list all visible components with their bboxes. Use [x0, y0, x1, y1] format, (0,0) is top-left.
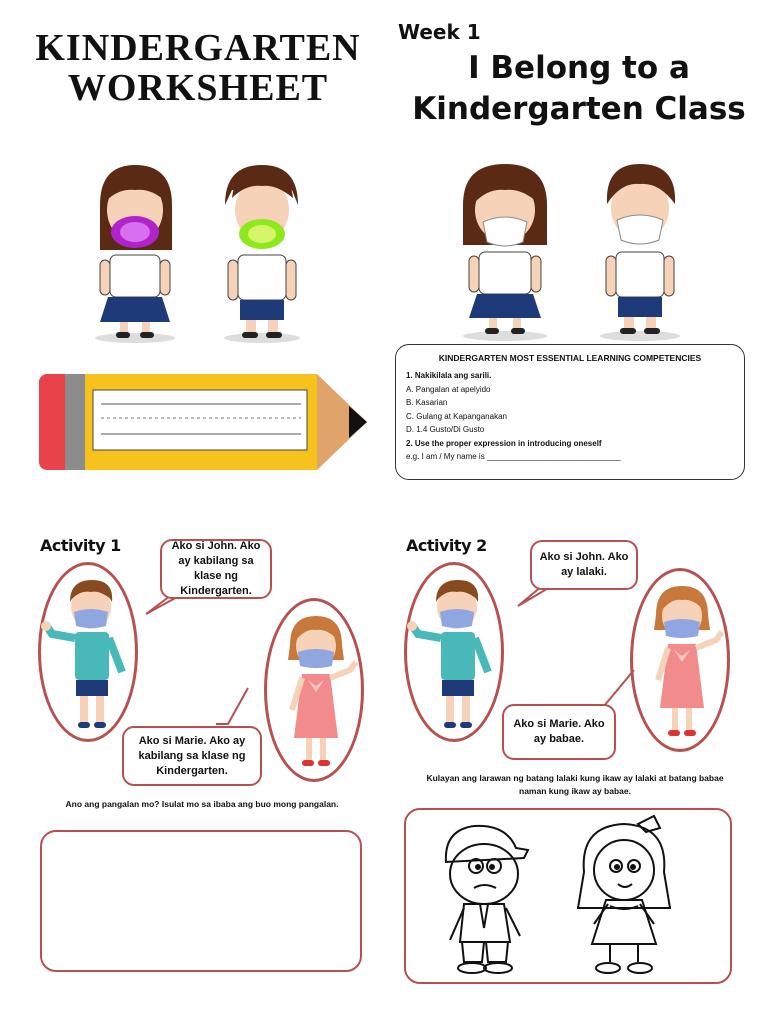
bubble-tail-icon: [214, 686, 264, 726]
lesson-title-line-1: I Belong to a: [468, 50, 690, 86]
coloring-outline-children-icon: [424, 812, 714, 980]
competency-item: D. 1.4 Gusto/Di Gusto: [406, 425, 485, 434]
title-line-1: KINDERGARTEN: [35, 27, 361, 69]
competency-item: C. Gulang at Kapanganakan: [406, 411, 507, 421]
competency-item: 1. Nakikilala ang sarili.: [406, 371, 492, 380]
boy-waving-icon: [406, 572, 502, 737]
boy-figure-icon: [600, 164, 680, 341]
girl-figure-icon: [95, 165, 175, 343]
children-illustration-left: [80, 160, 320, 345]
activity-2-instruction: Kulayan ang larawan ng batang lalaki kung ikaw ay lalaki at batang babae naman kung ikaw ay babae.: [426, 773, 724, 796]
boy-waving-icon: [40, 572, 136, 737]
boy-speech-bubble: Ako si John. Ako ay lalaki.: [530, 540, 638, 590]
children-illustration-right: [455, 160, 695, 345]
girl-speech-bubble: Ako si Marie. Ako ay babae.: [502, 704, 616, 760]
girl-figure-icon: [463, 164, 547, 341]
activity-1-instruction: Ano ang pangalan mo? Isulat mo sa ibaba ang buo mong pangalan.: [65, 799, 339, 809]
competency-item: 2. Use the proper expression in introducing oneself: [406, 438, 602, 448]
competency-item: A. Pangalan at apelyido: [406, 384, 491, 394]
activity-2-label: Activity 2: [406, 536, 487, 555]
girl-waving-icon: [634, 580, 730, 745]
girl-speech-bubble: Ako si Marie. Ako ay kabilang sa klase ng Kindergarten.: [122, 726, 262, 786]
boy-figure-icon: [224, 165, 300, 343]
lesson-title-line-2: Kindergarten Class: [412, 91, 746, 127]
competencies-title: KINDERGARTEN MOST ESSENTIAL LEARNING COMPETENCIES: [438, 353, 702, 363]
bubble-tail-icon: [590, 668, 640, 708]
competency-item: B. Kasarian: [406, 398, 448, 407]
name-writing-box[interactable]: [40, 830, 362, 972]
pencil-name-card: [35, 372, 370, 472]
week-label: Week 1: [398, 20, 481, 44]
worksheet-title: [18, 28, 378, 108]
activity-1-label: Activity 1: [40, 536, 121, 555]
competency-item: e.g. I am / My name is ______________________________: [406, 452, 621, 461]
competencies-box: [395, 344, 745, 480]
lesson-title: [400, 48, 758, 130]
girl-waving-icon: [268, 610, 364, 775]
boy-speech-bubble: Ako si John. Ako ay kabilang sa klase ng Kindergarten.: [160, 539, 272, 599]
title-line-2: WORKSHEET: [67, 67, 329, 109]
